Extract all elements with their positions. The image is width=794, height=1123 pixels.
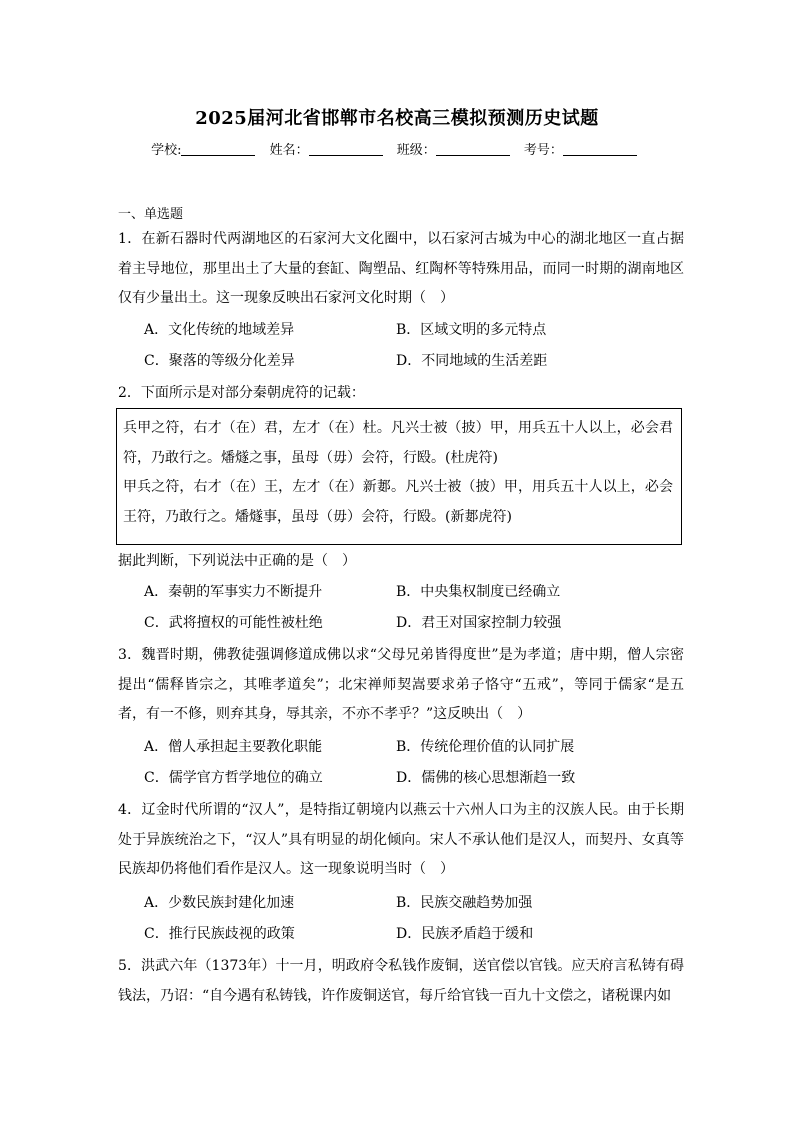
option-row	[144, 315, 664, 346]
option-d[interactable]: D．不同地域的生活差距	[396, 353, 548, 369]
option-row	[144, 346, 664, 377]
section-title: 一、单选题	[118, 207, 184, 222]
exam-title: 2025届河北省邯郸市名校高三模拟预测历史试题	[195, 108, 599, 129]
option-row	[144, 577, 664, 608]
option-c[interactable]: C．聚落的等级分化差异	[144, 353, 295, 369]
school-label: 学校:	[151, 143, 182, 158]
question-2-stem: 2．下面所示是对部分秦朝虎符的记载：	[118, 385, 365, 401]
option-row	[144, 732, 664, 763]
option-d[interactable]: D．儒佛的核心思想渐趋一致	[396, 770, 576, 786]
option-a[interactable]: A．僧人承担起主要教化职能	[144, 739, 323, 755]
question-3-options	[144, 732, 664, 794]
option-d[interactable]: D．君王对国家控制力较强	[396, 615, 562, 631]
question-5-stem: 5．洪武六年（1373年）十一月，明政府令私钱作废铜，送官偿以官钱。应天府言私铸有碍钱法，乃诏：“自今遇有私铸钱，许作废铜送官，每斤给官钱一百九十文偿之，诸税课内如	[118, 958, 684, 1004]
question-4-options	[144, 888, 664, 950]
school-blank[interactable]	[181, 143, 255, 156]
name-field	[270, 139, 389, 158]
name-blank[interactable]	[309, 143, 383, 156]
option-a[interactable]: A．少数民族封建化加速	[144, 895, 295, 911]
name-label: 姓名：	[269, 143, 309, 158]
question-1-options	[144, 315, 664, 377]
option-c[interactable]: C．儒学官方哲学地位的确立	[144, 770, 323, 786]
question-2-options	[144, 577, 664, 639]
exam-number-field	[524, 139, 643, 158]
option-c[interactable]: C．推行民族歧视的政策	[144, 926, 295, 942]
option-row	[144, 763, 664, 794]
exam-number-blank[interactable]	[563, 143, 637, 156]
option-a[interactable]: A．秦朝的军事实力不断提升	[144, 584, 323, 600]
option-b[interactable]: B．区域文明的多元特点	[396, 322, 547, 338]
question-2-prompt: 据此判断，下列说法中正确的是（ ）	[118, 553, 356, 569]
exam-number-label: 考号：	[523, 143, 563, 158]
class-field	[397, 139, 516, 158]
option-b[interactable]: B．传统伦理价值的认同扩展	[396, 739, 575, 755]
option-b[interactable]: B．中央集权制度已经确立	[396, 584, 561, 600]
question-3-stem: 3．魏晋时期，佛教徒强调修道成佛以求“父母兄弟皆得度世”是为孝道；唐中期，僧人宗密提出“儒释皆宗之，其唯孝道矣”；北宋禅师契嵩要求弟子恪守“五戒”，等同于儒家“是五者，有一不修，则弃其身，辱其亲，不亦不孝乎？”这反映出（ ）	[118, 647, 684, 722]
source-paragraph-du-tiger-tally: 兵甲之符，右才（在）君，左才（在）杜。凡兴士被（披）甲，用兵五十人以上，必会君符，乃敢行之。燔燧之事，虽母（毋）会符，行殹。(杜虎符)	[123, 420, 673, 466]
option-row	[144, 919, 664, 950]
source-paragraph-xinqi-tiger-tally: 甲兵之符，右才（在）王，左才（在）新郪。凡兴士被（披）甲，用兵五十人以上，必会王符，乃敢行之。燔燧事，虽母（毋）会符，行殹。(新郪虎符)	[123, 479, 673, 525]
class-label: 班级：	[396, 143, 436, 158]
student-info-line	[0, 139, 794, 158]
source-material-box	[116, 408, 682, 545]
class-blank[interactable]	[436, 143, 510, 156]
option-b[interactable]: B．民族交融趋势加强	[396, 895, 533, 911]
question-1-stem: 1．在新石器时代两湖地区的石家河大文化圈中，以石家河古城为中心的湖北地区一直占据着主导地位，那里出土了大量的套缸、陶塑品、红陶杯等特殊用品，而同一时期的湖南地区仅有少量出土。这一现象反映出石家河文化时期（ ）	[118, 231, 684, 306]
option-d[interactable]: D．民族矛盾趋于缓和	[396, 926, 534, 942]
school-field	[151, 139, 261, 158]
option-row	[144, 608, 664, 639]
option-a[interactable]: A．文化传统的地域差异	[144, 322, 295, 338]
option-c[interactable]: C．武将擅权的可能性被杜绝	[144, 615, 323, 631]
option-row	[144, 888, 664, 919]
question-4-stem: 4．辽金时代所谓的“汉人”，是特指辽朝境内以燕云十六州人口为主的汉族人民。由于长期处于异族统治之下，“汉人”具有明显的胡化倾向。宋人不承认他们是汉人，而契丹、女真等民族却仍将他们看作是汉人。这一现象说明当时（ ）	[118, 802, 684, 877]
